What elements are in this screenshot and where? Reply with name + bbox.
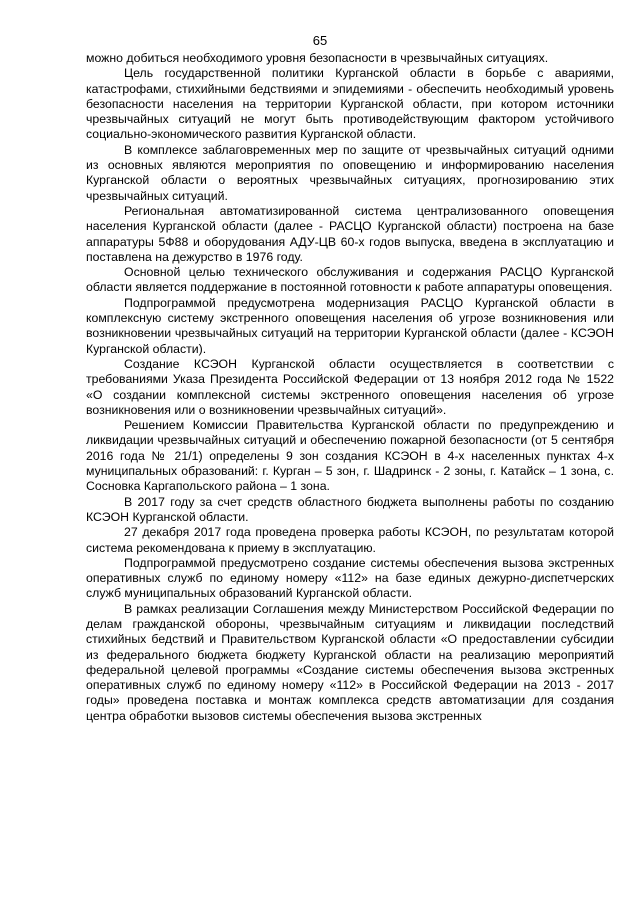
paragraph: 27 декабря 2017 года проведена проверка работы КСЭОН, по результатам которой система рекомендована к приему в эксплуатацию. [86,525,614,555]
paragraph: можно добиться необходимого уровня безопасности в чрезвычайных ситуациях. [86,51,549,65]
paragraph: Подпрограммой предусмотрена модернизация РАСЦО Курганской области в комплексную систему экстренного оповещения населения об угрозе возникновения или возникновении чрезвычайных ситуаций на территории Курганской области (далее - КСЭОН Курганской области). [86,295,614,356]
paragraph: В 2017 году за счет средств областного бюджета выполнены работы по созданию КСЭОН Курганской области. [86,494,614,524]
paragraph: В рамках реализации Соглашения между Министерством Российской Федерации по делам гражданской обороны, чрезвычайным ситуациям и ликвидации последствий стихийных бедствий и Правительством Курганской области «О предоставлении субсидии из федерального бюджета бюджету Курганской области на реализацию мероприятий федеральной целевой программы «Создание системы обеспечения вызова экстренных оперативных служб по единому номеру «112» в Российской Федерации на 2013 - 2017 годы» проведена поставка и монтаж комплекса средств автоматизации для создания центра обработки вызовов системы обеспечения вызова экстренных [86,601,614,723]
paragraph: Региональная автоматизированной система централизованного оповещения населения Курганской области (далее - РАСЦО Курганской области) построена на базе аппаратуры 5Ф88 и оборудования АДУ-ЦВ 60-х годов выпуска, введена в эксплуатацию и поставлена на дежурство в 1976 году. [86,203,614,264]
paragraph: Решением Комиссии Правительства Курганской области по предупреждению и ликвидации чрезвычайных ситуаций и обеспечению пожарной безопасности (от 5 сентября 2016 года № 21/1) определены 9 зон создания КСЭОН в 4-х населенных пунктах 4-х муниципальных образований: г. Курган – 5 зон, г. Шадринск - 2 зоны, г. Катайск – 1 зона, с. Сосновка Каргапольского района – 1 зона. [86,418,614,494]
document-body [86,51,614,724]
paragraph: Создание КСЭОН Курганской области осуществляется в соответствии с требованиями Указа Президента Российской Федерации от 13 ноября 2012 года № 1522 «О создании комплексной системы экстренного оповещения населения об угрозе возникновения или о возникновении чрезвычайных ситуаций». [86,356,614,417]
paragraph: Цель государственной политики Курганской области в борьбе с авариями, катастрофами, стихийными бедствиями и эпидемиями - обеспечить необходимый уровень безопасности населения на территории Курганской области, при котором источники чрезвычайных ситуаций не могут быть противодействующим фактором устойчивого социально-экономического развития Курганской области. [86,66,614,142]
paragraph: В комплексе заблаговременных мер по защите от чрезвычайных ситуаций одними из основных являются мероприятия по оповещению и информированию населения Курганской области о вероятных чрезвычайных ситуациях, прогнозированию этих чрезвычайных ситуаций. [86,142,614,203]
paragraph: Подпрограммой предусмотрено создание системы обеспечения вызова экстренных оперативных служб по единому номеру «112» на базе единых дежурно-диспетчерских служб муниципальных образований Курганской области. [86,555,614,601]
paragraph: Основной целью технического обслуживания и содержания РАСЦО Курганской области является поддержание в постоянной готовности к работе аппаратуры оповещения. [86,265,614,295]
page-number: 65 [312,33,328,48]
